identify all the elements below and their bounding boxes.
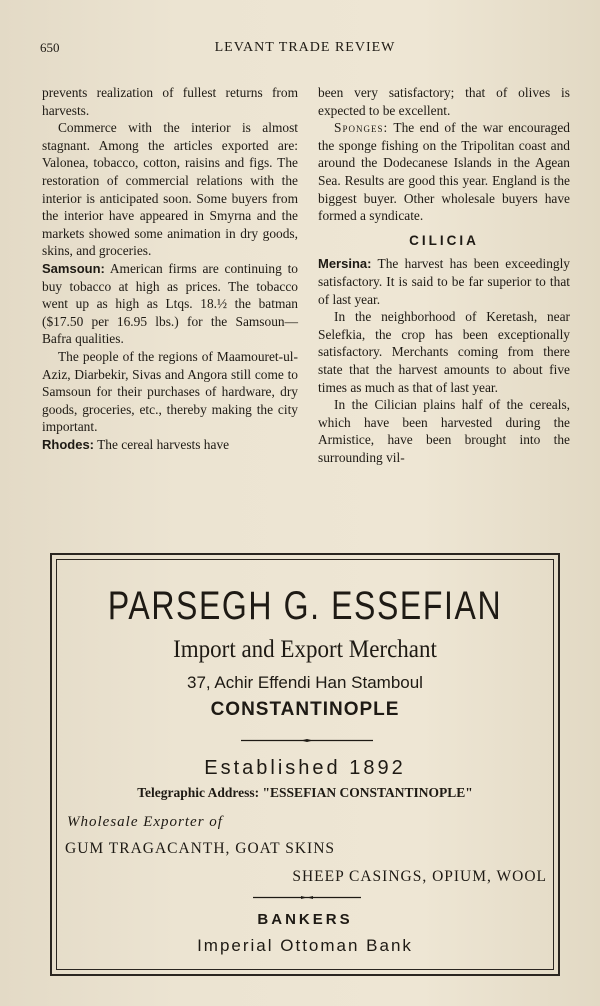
advertisement xyxy=(50,553,560,976)
left-column xyxy=(42,84,298,453)
bankers-label: BANKERS xyxy=(257,911,353,928)
rhodes-text: The cereal harvests have xyxy=(97,436,230,452)
merchant-city: CONSTANTINOPLE xyxy=(210,699,400,720)
rhodes-heading: Rhodes: xyxy=(42,436,94,452)
paragraph xyxy=(318,119,570,225)
bank-name: Imperial Ottoman Bank xyxy=(197,936,413,955)
merchant-name: PARSEGH G. ESSEFIAN xyxy=(107,584,503,628)
telegraphic-address: Telegraphic Address: "ESSEFIAN CONSTANTINOPLE" xyxy=(137,785,473,800)
ornament-rule-icon xyxy=(253,896,361,899)
advertisement-inner-border xyxy=(56,559,554,970)
wholesale-label: Wholesale Exporter of xyxy=(67,814,223,830)
established-line: Established 1892 xyxy=(204,757,406,779)
right-column xyxy=(318,84,570,466)
samsoun-heading: Samsoun: xyxy=(42,260,105,276)
merchant-title: Import and Export Merchant xyxy=(173,636,437,663)
sponges-text: The end of the war encouraged the sponge fishing on the Tripolitan coast and around the Dodecanese Islands in the Agean Sea. Results are good this year. England is the biggest buyer. Other wholesale buyers have formed a syndicate. xyxy=(318,120,571,224)
paragraph xyxy=(42,436,298,454)
ornament-rule-icon xyxy=(241,739,373,742)
sponges-heading: Sponges: xyxy=(334,120,389,136)
merchant-address: 37, Achir Effendi Han Stamboul xyxy=(187,673,423,692)
paragraph: The people of the regions of Maamouret-ul-Aziz, Diarbekir, Sivas and Angora still come to Samsoun for their purchases of hardware, dry goods, groceries, etc., thereby making the city important. xyxy=(42,348,298,435)
page-number: 650 xyxy=(40,40,60,55)
paragraph: In the Cilician plains half of the cereals, which have been harvested during the Armistice, have been brought into the surrounding vil- xyxy=(318,397,570,465)
goods-line-2: SHEEP CASINGS, OPIUM, WOOL xyxy=(292,868,547,885)
mersina-heading: Mersina: xyxy=(318,256,372,272)
mersina-text: The harvest has been exceedingly satisfactory. It is said to be far superior to that of last year. xyxy=(318,256,571,307)
paragraph: Commerce with the interior is almost stagnant. Among the articles exported are: Valonea, tobacco, cotton, raisins and figs. The restoration of commercial relations with the interior is anticipated soon. Some buyers from the interior have appeared in Smyrna and the markets showed some animation in dry goods, skins, and groceries. xyxy=(42,120,298,259)
goods-line-1: GUM TRAGACANTH, GOAT SKINS xyxy=(65,840,336,857)
paragraph xyxy=(42,260,298,348)
paragraph xyxy=(318,255,570,308)
paragraph: been very satisfactory; that of olives is expected to be excellent. xyxy=(318,85,570,118)
section-heading: CILICIA xyxy=(409,232,479,248)
paragraph: In the neighborhood of Keretash, near Selefkia, the crop has been exceptionally satisfactory. Merchants coming from there state that the harvest amounts to about five times as much as that of last year. xyxy=(318,309,570,395)
samsoun-text: American firms are continuing to buy tobacco at high as prices. The tobacco went up as high as Ltqs. 18.½ the batman ($17.50 per 16.95 lbs.) for the Samsoun—Bafra qualities. xyxy=(42,260,298,347)
paragraph: prevents realization of fullest returns from harvests. xyxy=(42,85,298,118)
page-header xyxy=(40,40,570,60)
journal-title: LEVANT TRADE REVIEW xyxy=(214,40,396,55)
